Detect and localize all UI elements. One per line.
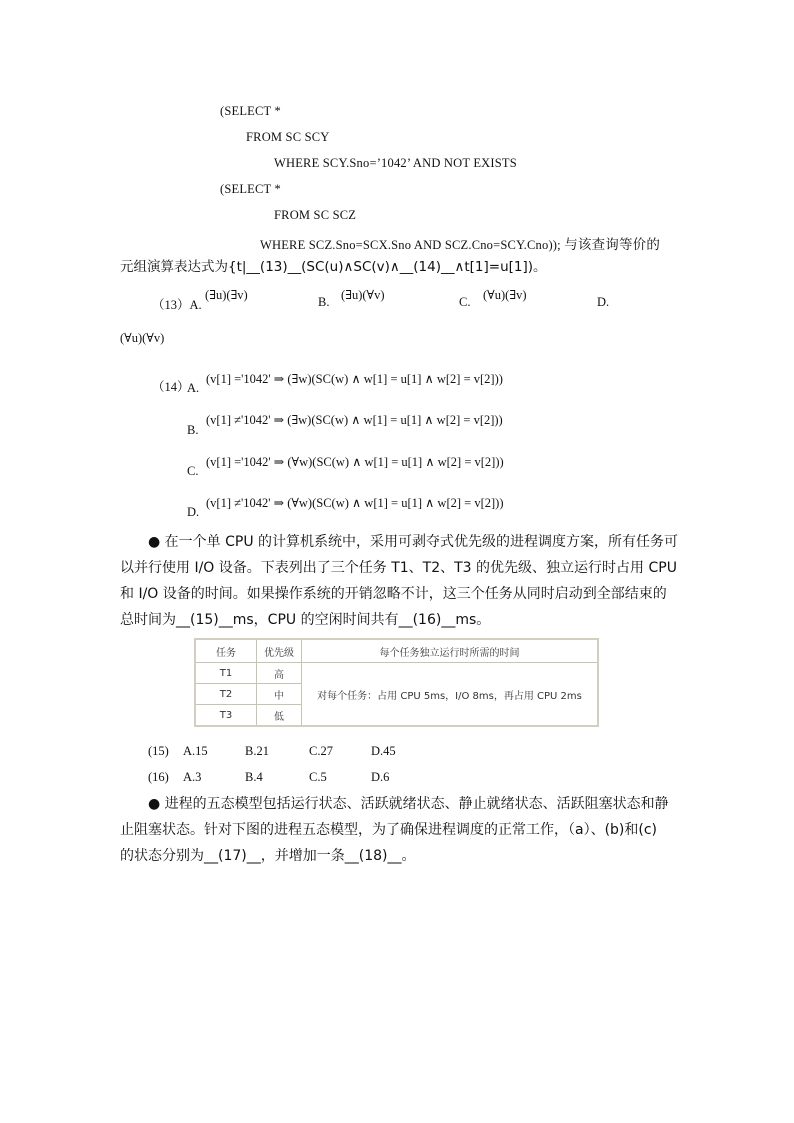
- q16-label: (16): [148, 770, 169, 784]
- priority-cell: 中: [257, 684, 302, 705]
- q14-option-b-label: B.: [187, 423, 199, 437]
- sql-line-where-scy: WHERE SCY.Sno=’1042’ AND NOT EXISTS: [274, 156, 517, 170]
- table-row: [195, 663, 598, 684]
- bullet-icon: ●: [148, 796, 161, 812]
- cpu-question-line-2: 以并行使用 I/O 设备。下表列出了三个任务 T1、T2、T3 的优先级、独立运行时占用 CPU: [120, 560, 677, 576]
- q13-option-c[interactable]: (∀u)(∃v): [483, 288, 527, 302]
- sql-suffix-text: 与该查询等价的: [564, 237, 661, 253]
- q15-option-a[interactable]: A.15: [183, 744, 208, 758]
- state-question-line-2: 止阻塞状态。针对下图的进程五态模型，为了确保进程调度的正常工作，（a）、(b)和(c): [120, 822, 658, 838]
- sql-line-from-scz: FROM SC SCZ: [274, 208, 357, 222]
- q14-option-d[interactable]: (v[1] ≠'1042' ⇒ (∀w)(SC(w) ∧ w[1] = u[1] ∧ w[2] = v[2])): [206, 496, 504, 510]
- q14-option-b[interactable]: (v[1] ≠'1042' ⇒ (∃w)(SC(w) ∧ w[1] = u[1] ∧ w[2] = v[2])): [206, 413, 503, 427]
- q13-option-c-label: C.: [459, 295, 471, 309]
- q13-option-b-label: B.: [318, 295, 330, 309]
- priority-cell: 高: [257, 663, 302, 684]
- q13-option-a[interactable]: (∃u)(∃v): [205, 288, 248, 302]
- q16-option-a[interactable]: A.3: [183, 770, 202, 784]
- sql-line-from-scy: FROM SC SCY: [246, 130, 330, 144]
- q15-option-b[interactable]: B.21: [245, 744, 269, 758]
- sql-line-select-2: (SELECT *: [220, 182, 281, 196]
- sql-line-select-1: (SELECT *: [220, 104, 281, 118]
- task-cell: T1: [195, 663, 257, 684]
- shared-time-cell: 对每个任务：占用 CPU 5ms，I/O 8ms，再占用 CPU 2ms: [302, 663, 599, 727]
- q13-label: （13）A.: [152, 298, 202, 312]
- q14-option-c[interactable]: (v[1] ='1042' ⇒ (∀w)(SC(w) ∧ w[1] = u[1] ∧ w[2] = v[2])): [206, 455, 504, 469]
- tuple-calculus-prompt: 元组演算表达式为{t|__(13)__(SC(u)∧SC(v)∧__(14)__∧t[1]=u[1])。: [120, 259, 547, 275]
- task-cell: T2: [195, 684, 257, 705]
- q15-option-d[interactable]: D.45: [371, 744, 396, 758]
- cpu-question-line-4: 总时间为__(15)__ms，CPU 的空闲时间共有__(16)__ms。: [120, 612, 491, 628]
- q14-option-d-label: D.: [187, 505, 200, 519]
- q13-option-b[interactable]: (∃u)(∀v): [341, 288, 385, 302]
- q15-option-c[interactable]: C.27: [309, 744, 333, 758]
- q16-option-d[interactable]: D.6: [371, 770, 390, 784]
- cpu-question-text-1: 在一个单 CPU 的计算机系统中，采用可剥夺式优先级的进程调度方案，所有任务可: [164, 534, 679, 550]
- state-question-line-1: [148, 795, 669, 813]
- task-cell: T3: [195, 705, 257, 727]
- state-question-line-3: 的状态分别为__(17)__，并增加一条__(18)__。: [120, 848, 416, 864]
- q14-option-a[interactable]: (v[1] ='1042' ⇒ (∃w)(SC(w) ∧ w[1] = u[1] ∧ w[2] = v[2])): [206, 372, 503, 386]
- q13-option-d[interactable]: (∀u)(∀v): [120, 331, 165, 345]
- header-time: 每个任务独立运行时所需的时间: [302, 639, 599, 663]
- state-question-text-1: 进程的五态模型包括运行状态、活跃就绪状态、静止就绪状态、活跃阻塞状态和静: [164, 796, 669, 812]
- cpu-question-line-3: 和 I/O 设备的时间。如果操作系统的开销忽略不计，这三个任务从同时启动到全部结束的: [120, 586, 667, 602]
- cpu-question-line-1: [148, 533, 678, 551]
- header-task: 任务: [195, 639, 257, 663]
- q14-option-c-label: C.: [187, 464, 199, 478]
- sql-line-where-scz: [260, 233, 660, 253]
- q15-label: (15): [148, 744, 169, 758]
- q14-option-a-label: A.: [187, 381, 200, 395]
- bullet-icon: ●: [148, 534, 161, 550]
- priority-cell: 低: [257, 705, 302, 727]
- sql-where-clause: WHERE SCZ.Sno=SCX.Sno AND SCZ.Cno=SCY.Cno));: [260, 238, 561, 252]
- q16-option-b[interactable]: B.4: [245, 770, 263, 784]
- header-priority: 优先级: [257, 639, 302, 663]
- q13-option-d-label: D.: [597, 295, 610, 309]
- q16-option-c[interactable]: C.5: [309, 770, 327, 784]
- task-table: [194, 638, 599, 727]
- q14-label: （14）: [152, 380, 190, 394]
- task-table-header-row: [195, 639, 598, 663]
